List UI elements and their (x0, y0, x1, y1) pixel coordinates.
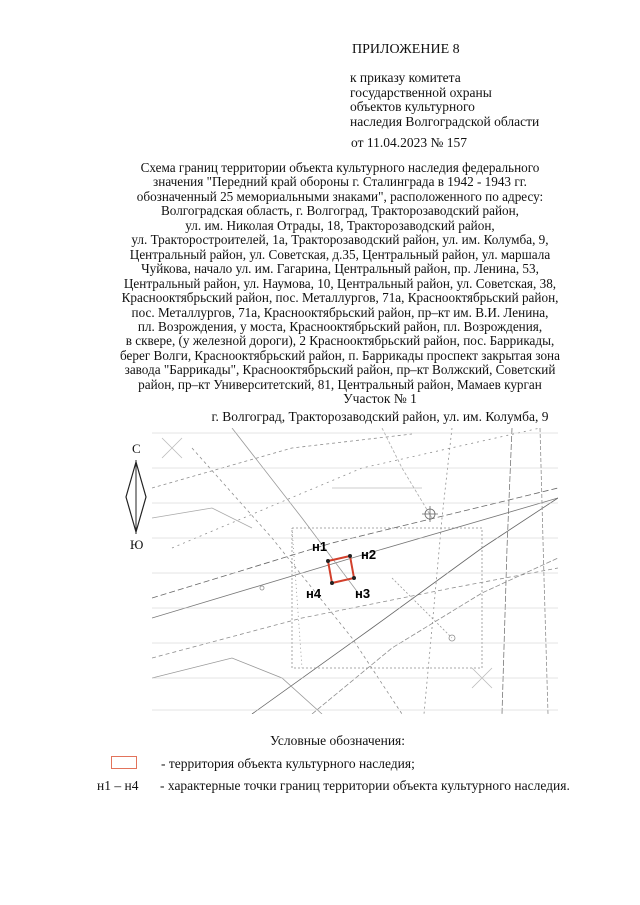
point-label-n2: н2 (361, 547, 377, 562)
order-line: объектов культурного (350, 99, 475, 114)
order-line: наследия Волгоградской области (350, 113, 540, 129)
order-line: государственной охраны (350, 84, 492, 100)
title-line: район, пр–кт Университетский, 81, Центральный район, Мамаев курган (138, 376, 542, 392)
boundary-point-n3 (352, 576, 356, 580)
order-reference (350, 71, 539, 129)
title-line: Краснооктябрьский район, пос. Металлургов, 71а, Краснооктябрьский район, (121, 290, 559, 306)
boundary-point-n4 (330, 581, 334, 585)
legend-title: Условные обозначения: (270, 733, 406, 748)
order-date: от 11.04.2023 № 157 (351, 135, 467, 150)
title-line: пл. Возрождения, у моста, Краснооктябрьский район, пл. Возрождения, (137, 318, 543, 334)
cadastral-map (152, 428, 558, 714)
title-line: берег Волги, Краснооктябрьский район, п. Баррикады проспект закрытая зона (120, 347, 560, 363)
title-line: обозначенный 25 мемориальными знаками", расположенного по адресу: (136, 188, 544, 204)
legend-points-key: н1 – н4 (97, 778, 139, 793)
appendix-number: ПРИЛОЖЕНИЕ 8 (352, 42, 460, 57)
title-line: значения "Передний край обороны г. Сталинграда в 1942 - 1943 гг. (153, 174, 527, 190)
point-label-n3: н3 (355, 586, 371, 601)
title-line: Центральный район, ул. Советская, д.35, Центральный район, ул. маршала (129, 246, 551, 262)
title-line: завода "Баррикады", Краснооктябрьский район, пр–кт Волжский, Советский (124, 362, 556, 378)
order-line: к приказу комитета (350, 70, 461, 85)
title-line: в сквере, (у железной дороги), 2 Краснооктябрьский район, пос. Баррикады, (125, 333, 555, 349)
compass-south-label: Ю (130, 537, 144, 552)
boundary-point-n2 (348, 554, 352, 558)
title-line: Центральный район, ул. Наумова, 10, Центральный район, ул. Советская, 38, (123, 275, 557, 291)
title-line: пос. Металлургов, 71а, Краснооктябрьский район, пр–кт им. В.И. Ленина, (131, 304, 549, 320)
document-title (60, 161, 620, 392)
legend-territory-swatch (111, 756, 137, 769)
title-line: ул. им. Николая Отрады, 18, Тракторозаводский район, (185, 217, 495, 233)
compass-arrow-icon (122, 458, 150, 536)
legend-territory-text: - территория объекта культурного наследия; (161, 756, 415, 771)
title-line: ул. Тракторостроителей, 1а, Тракторозаводский район, ул. им. Колумба, 9, (131, 232, 549, 248)
map-drawing (152, 428, 558, 714)
plot-address: г. Волгоград, Тракторозаводский район, ул. им. Колумба, 9 (211, 409, 549, 424)
point-label-n4: н4 (306, 586, 322, 601)
title-line: Схема границ территории объекта культурного наследия федерального (140, 160, 540, 175)
boundary-point-n1 (326, 559, 330, 563)
title-line: Волгоградская область, г. Волгоград, Тракторозаводский район, (161, 203, 519, 219)
plot-title: Участок № 1 (343, 391, 417, 406)
point-label-n1: н1 (312, 539, 328, 554)
plot-heading (150, 390, 610, 426)
title-line: Чуйкова, начало ул. им. Гагарина, Центральный район, пр. Ленина, 53, (141, 261, 539, 277)
legend-points-text: - характерные точки границ территории объекта культурного наследия. (160, 778, 570, 793)
compass-north-label: С (132, 441, 141, 456)
